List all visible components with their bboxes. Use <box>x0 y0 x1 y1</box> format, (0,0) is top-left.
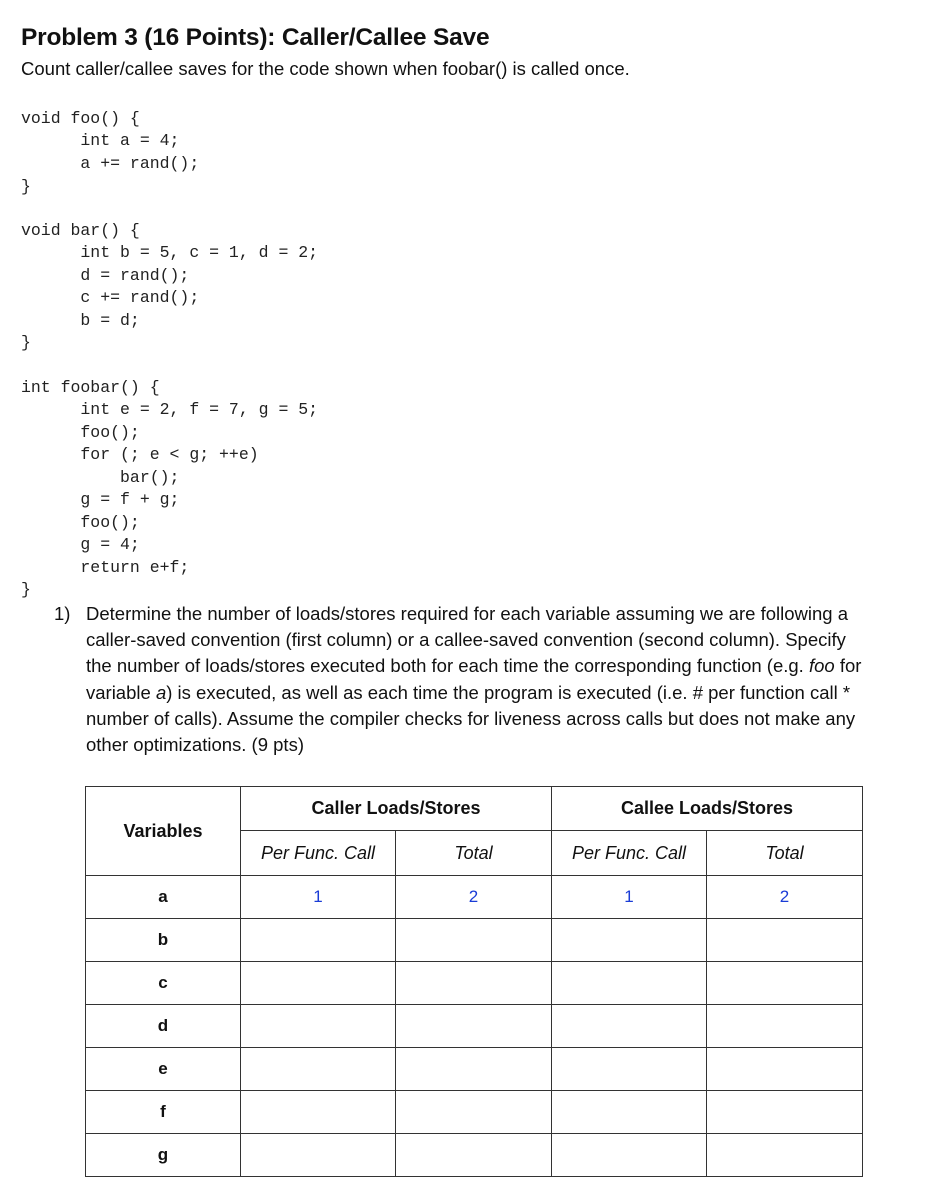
code-line: bar(); <box>21 468 180 487</box>
code-line: return e+f; <box>21 558 190 577</box>
problem-title: Problem 3 (16 Points): Caller/Callee Save <box>21 24 490 51</box>
answer-cell[interactable] <box>707 962 863 1005</box>
code-line: foo(); <box>21 423 140 442</box>
answer-cell[interactable] <box>552 1005 707 1048</box>
code-line: int foobar() { <box>21 378 160 397</box>
answer-cell[interactable]: 2 <box>396 876 552 919</box>
answer-cell[interactable] <box>241 1048 396 1091</box>
answer-cell[interactable] <box>707 919 863 962</box>
answer-cell[interactable] <box>707 1005 863 1048</box>
answer-table <box>85 786 863 1177</box>
answer-cell[interactable] <box>241 1134 396 1177</box>
answer-cell[interactable] <box>552 1134 707 1177</box>
answer-cell[interactable] <box>552 919 707 962</box>
code-line: int a = 4; <box>21 131 180 150</box>
caller-per-call-header: Per Func. Call <box>241 831 396 876</box>
caller-total-header: Total <box>396 831 552 876</box>
code-line: } <box>21 580 31 599</box>
code-line: c += rand(); <box>21 288 200 307</box>
variable-cell: a <box>86 876 241 919</box>
table-row <box>86 876 863 919</box>
table-row <box>86 1134 863 1177</box>
table-row <box>86 1005 863 1048</box>
question-1 <box>54 601 874 758</box>
variables-header: Variables <box>86 787 241 876</box>
table-row <box>86 962 863 1005</box>
answer-cell[interactable]: 1 <box>241 876 396 919</box>
answer-cell[interactable] <box>241 962 396 1005</box>
code-line: b = d; <box>21 311 140 330</box>
table-row <box>86 919 863 962</box>
answer-cell[interactable] <box>241 1005 396 1048</box>
answer-cell[interactable]: 1 <box>552 876 707 919</box>
code-line: int b = 5, c = 1, d = 2; <box>21 243 319 262</box>
code-line: } <box>21 177 31 196</box>
answer-cell[interactable] <box>396 1048 552 1091</box>
code-line: void foo() { <box>21 109 140 128</box>
code-line: foo(); <box>21 513 140 532</box>
callee-total-header: Total <box>707 831 863 876</box>
code-line: } <box>21 333 31 352</box>
question-text: Determine the number of loads/stores required for each variable assuming we are following a caller-saved convention (first column) or a callee-saved convention (second column). Specify the number of loads/stores executed both for each time the corresponding function (e.g. foo for variable a) is executed, as well as each time the program is executed (i.e. # per function call * number of calls). Assume the compiler checks for liveness across calls but does not make any other optimizations. (9 pts) <box>86 603 862 756</box>
caller-header: Caller Loads/Stores <box>241 787 552 831</box>
answer-cell[interactable] <box>241 1091 396 1134</box>
problem-subtitle: Count caller/callee saves for the code shown when foobar() is called once. <box>21 58 630 79</box>
table-row <box>86 1091 863 1134</box>
callee-header: Callee Loads/Stores <box>552 787 863 831</box>
answer-cell[interactable] <box>396 1091 552 1134</box>
answer-cell[interactable] <box>241 919 396 962</box>
code-line: d = rand(); <box>21 266 190 285</box>
code-line: void bar() { <box>21 221 140 240</box>
code-line: for (; e < g; ++e) <box>21 445 259 464</box>
answer-cell[interactable] <box>707 1134 863 1177</box>
variable-cell: e <box>86 1048 241 1091</box>
table-row <box>86 1048 863 1091</box>
answer-cell[interactable] <box>707 1048 863 1091</box>
variable-cell: d <box>86 1005 241 1048</box>
answer-cell[interactable] <box>552 962 707 1005</box>
variable-cell: b <box>86 919 241 962</box>
variable-cell: c <box>86 962 241 1005</box>
answer-cell[interactable] <box>396 1005 552 1048</box>
answer-cell[interactable] <box>552 1091 707 1134</box>
code-line: a += rand(); <box>21 154 200 173</box>
answer-cell[interactable] <box>707 1091 863 1134</box>
code-line: g = 4; <box>21 535 140 554</box>
code-line: int e = 2, f = 7, g = 5; <box>21 400 319 419</box>
callee-per-call-header: Per Func. Call <box>552 831 707 876</box>
question-number: 1) <box>54 603 71 624</box>
variable-cell: g <box>86 1134 241 1177</box>
answer-cell[interactable] <box>396 1134 552 1177</box>
answer-cell[interactable]: 2 <box>707 876 863 919</box>
code-line: g = f + g; <box>21 490 180 509</box>
answer-cell[interactable] <box>396 962 552 1005</box>
answer-cell[interactable] <box>396 919 552 962</box>
answer-cell[interactable] <box>552 1048 707 1091</box>
variable-cell: f <box>86 1091 241 1134</box>
